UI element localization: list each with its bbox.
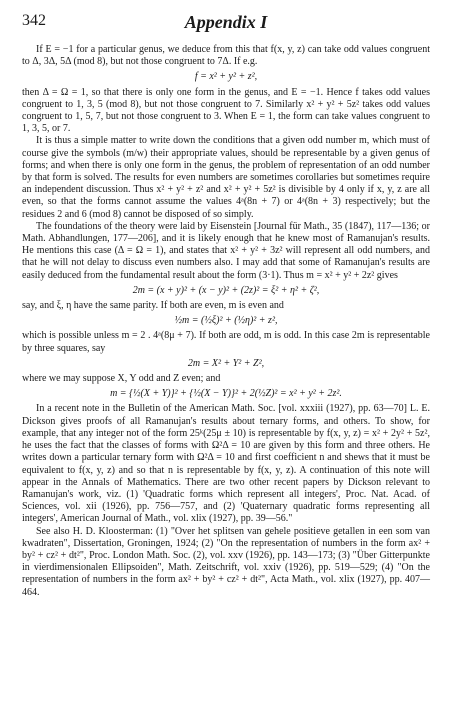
page-header — [22, 12, 430, 34]
equation: m = {½(X + Y)}² + {½(X − Y)}² + 2(½Z)² = x² + y² + 2z². — [110, 388, 342, 400]
page-body — [22, 44, 430, 599]
equation: 2m = X² + Y² + Z², — [187, 357, 265, 369]
equation: ½m = (½ξ)² + (½η)² + z², — [174, 315, 278, 327]
paragraph: It is thus a simple matter to write down the conditions that a given odd number m, which must of course give the symbols (m/w) their appropriate values, should be representable by a given genus of forms; and when there is only one form in the genus, the problem of representation of an odd number by that form is solved. The results for even numbers are sometimes corollaries but sometimes require an independent discussion. Thus x² + y² + z² and x² + y² + 5z² is divisible by 4 only if x, y, z are all even, so that the forms cannot assume the values 4ᵃ(8n + 7) or 4ᵃ(8n + 3) respectively; but the residues 2 and 6 (mod 8) cannot be disposed of so simply. — [22, 135, 430, 220]
page-title: Appendix I — [184, 12, 268, 32]
paragraph: then Δ = Ω = 1, so that there is only one form in the genus, and E = −1. Hence f takes odd values congruent to 1, 3, 5 (mod 8), but not those congruent to 7. Similarly x² + y² + 5z² takes odd values congruent to 1, 5, 7, but not those congruent to 3. When E = 1, the form can take values congruent to 1, 3, 5, or 7. — [22, 86, 430, 135]
paragraph: The foundations of the theory were laid by Eisenstein [Journal für Math., 35 (1847), 117—136; or Math. Abhandlungen, 177—206], and it is likely enough that he knew most of Ramanujan's results. He mentions this case (Δ = Ω = 1), and states that x² + y² + 3z² will represent all odd numbers, and that he will not delay to discuss even numbers also. I may add that some of Ramanujan's results are easily deduced from the fundamental result about the form (3·1). Thus m = x² + y² + 2z² gives — [22, 220, 430, 281]
equation: 2m = (x + y)² + (x − y)² + (2z)² = ξ² + η² + ζ², — [132, 284, 320, 296]
paragraph: say, and ξ, η have the same parity. If both are even, m is even and — [22, 300, 284, 312]
paragraph: If E = −1 for a particular genus, we deduce from this that f(x, y, z) can take odd values congruent to Δ, 3Δ, 5Δ (mod 8), but not those congruent to 7Δ. If e.g. — [22, 44, 430, 68]
paragraph: See also H. D. Kloosterman: (1) "Over het splitsen van gehele positieve getallen in een som van kwadraten", Dissertation, Groningen, 1924; (2) "On the representation of numbers in the form ax² + by² + cz² + dt²", Proc. London Math. Soc. (2), vol. xxv (1926), pp. 143—173; (3) "Über Gitterpunkte in vierdimensionalen Ellipsoiden", Math. Zeitschrift, vol. xxiv (1926), pp. 519—529; (4) "On the representation of numbers in the form ax² + by² + cz² + dt²", Acta Math., vol. xlix (1927), pp. 407—464. — [22, 525, 430, 598]
equation: f = x² + y² + z², — [194, 71, 258, 83]
page-number: 342 — [22, 12, 46, 29]
paragraph: which is possible unless m = 2 . 4ᵃ(8μ + 7). If both are odd, m is odd. In this case 2m is representable by three squares, say — [22, 330, 430, 354]
paragraph: where we may suppose X, Y odd and Z even; and — [22, 373, 221, 385]
paragraph: In a recent note in the Bulletin of the American Math. Soc. [vol. xxxiii (1927), pp. 63—70] L. E. Dickson gives proofs of all Ramanujan's results about ternary forms, and others. To show, for example, that any integer not of the form 25ᵏ(25μ ± 10) is representable by f(x, y, z) = x² + 2y² + 5z², he uses the fact that the classes of forms with Ω²Δ = 10 are given by this form and three others. He writes down a particular ternary form with Ω²Δ = 10 and first coefficient n and shews that it must be equivalent to f(x, y, z) and so that n is representable by f(x, y, z). A continuation of this note will appear in the Annals of Mathematics. There are two other recent papers by Dickson relevant to Ramanujan's work, viz. (1) 'Quadratic forms which represent all integers', Proc. Nat. Acad. of Sciences, vol. xii (1926), pp. 756—757, and (2) 'Quaternary quadratic forms representing all integers', American Journal of Math., vol. xlix (1927), pp. 39—56." — [22, 403, 430, 525]
